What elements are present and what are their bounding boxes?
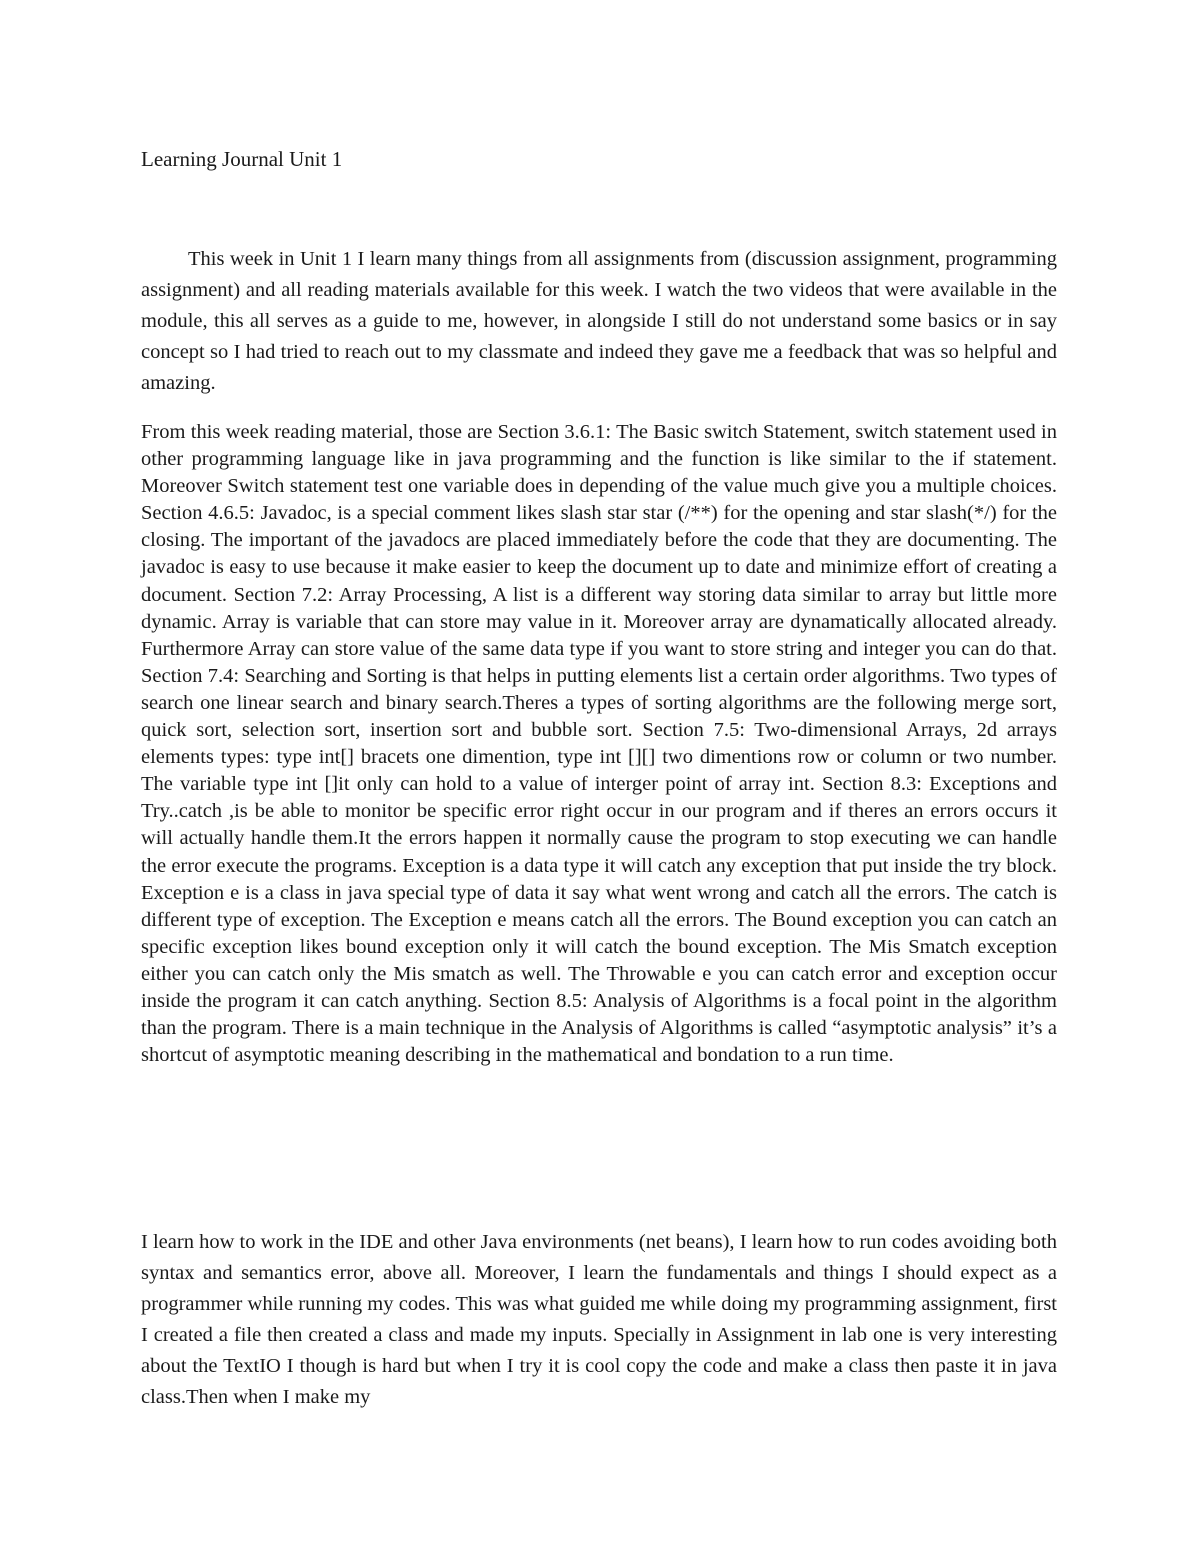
paragraph-reading-material: From this week reading material, those are Section 3.6.1: The Basic switch Statement, switch statement used in other programming language like in java programming and the function is like similar to the if statement. Moreover Switch statement test one variable does in depending of the value much give you a multiple choices. Section 4.6.5: Javadoc, is a special comment likes slash star star (/**) for the opening and star slash(*/) for the closing. The important of the javadocs are placed immediately before the code that they are documenting. The javadoc is easy to use because it make easier to keep the document up to date and minimize effort of creating a document. Section 7.2: Array Processing, A list is a different way storing data similar to array but little more dynamic. Array is variable that can store may value in it. Moreover array are dynamatically allocated already. Furthermore Array can store value of the same data type if you want to store string and integer you can do that. Section 7.4: Searching and Sorting is that helps in putting elements list a certain order algorithms. Two types of search one linear search and binary search.Theres a types of sorting algorithms are the following merge sort, quick sort, selection sort, insertion sort and bubble sort. Section 7.5: Two-dimensional Arrays, 2d arrays elements types: type int[] bracets one dimention, type int [][] two dimentions row or column or two number. The variable type int []it only can hold to a value of interger point of array int. Section 8.3: Exceptions and Try..catch ,is be able to monitor be specific error right occur in our program and if theres an errors occurs it will actually handle them.It the errors happen it normally cause the program to stop executing we can handle the error execute the programs. Exception is a data type it will catch any exception that put inside the try block. Exception e is a class in java special type of data it say what went wrong and catch all the errors. The catch is different type of exception. The Exception e means catch all the errors. The Bound exception you can catch an specific exception likes bound exception only it will catch the bound exception. The Mis Smatch exception either you can catch only the Mis smatch as well. The Throwable e you can catch error and exception occur inside the program it can catch anything. Section 8.5: Analysis of Algorithms is a focal point in the algorithm than the program. There is a main technique in the Analysis of Algorithms is called “asymptotic analysis” it’s a shortcut of asymptotic meaning describing in the mathematical and bondation to a run time. (141, 421, 1057, 1067)
document-title: Learning Journal Unit 1 (141, 147, 343, 171)
paragraph-intro: This week in Unit 1 I learn many things from all assignments from (discussion assignment, programming assignment) and all reading materials available for this week. I watch the two videos that were available in the module, this all serves as a guide to me, however, in alongside I still do not understand some basics or in say concept so I had tried to reach out to my classmate and indeed they gave me a feedback that was so helpful and amazing. (141, 248, 1057, 394)
paragraph-ide-experience: I learn how to work in the IDE and other Java environments (net beans), I learn how to run codes avoiding both syntax and semantics error, above all. Moreover, I learn the fundamentals and things I should expect as a programmer while running my codes. This was what guided me while doing my programming assignment, first I created a file then created a class and made my inputs. Specially in Assignment in lab one is very interesting about the TextIO I though is hard but when I try it is cool copy the code and make a class then paste it in java class.Then when I make my (141, 1231, 1057, 1408)
